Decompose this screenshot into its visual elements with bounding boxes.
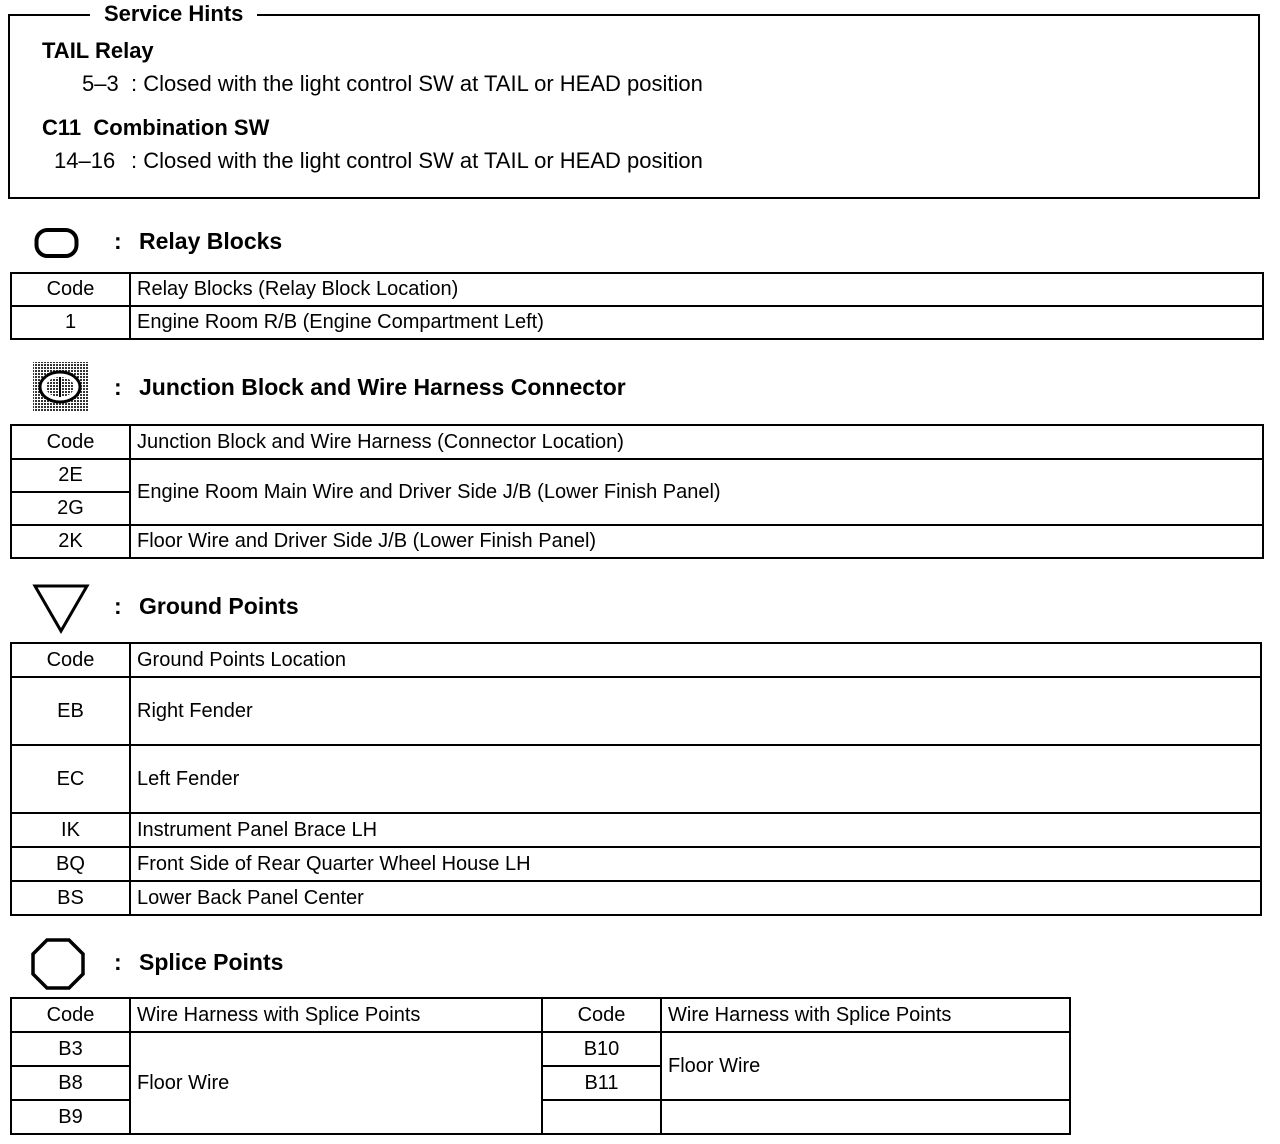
table-row <box>11 1032 1070 1066</box>
table-row <box>11 677 1261 745</box>
header-desc: Relay Blocks (Relay Block Location) <box>130 273 1263 306</box>
row-desc: Front Side of Rear Quarter Wheel House LH <box>130 847 1261 881</box>
table-row <box>11 847 1261 881</box>
junction-blocks-title: Junction Block and Wire Harness Connector <box>139 374 626 400</box>
relay-blocks-title: Relay Blocks <box>139 228 283 254</box>
hint-heading-combination-sw: C11 Combination SW <box>42 115 270 140</box>
row-code <box>542 1100 661 1134</box>
header-code: Code <box>11 273 130 306</box>
row-code: 2K <box>11 525 130 558</box>
ground-points-table <box>10 642 1262 916</box>
row-code: B10 <box>542 1032 661 1066</box>
row-code: 2G <box>11 492 130 525</box>
header-desc: Wire Harness with Splice Points <box>130 998 542 1032</box>
row-code: BS <box>11 881 130 915</box>
header-code: Code <box>542 998 661 1032</box>
header-code: Code <box>11 643 130 677</box>
triangle-down-icon <box>32 583 90 635</box>
header-desc: Junction Block and Wire Harness (Connector Location) <box>130 425 1263 459</box>
table-row <box>11 745 1261 813</box>
table-header-row <box>11 425 1263 459</box>
colon: : <box>114 593 122 619</box>
row-desc: Lower Back Panel Center <box>130 881 1261 915</box>
row-desc: Right Fender <box>130 677 1261 745</box>
row-code: 1 <box>11 306 130 339</box>
row-desc: Engine Room Main Wire and Driver Side J/B (Lower Finish Panel) <box>130 459 1263 525</box>
row-desc: Floor Wire and Driver Side J/B (Lower Finish Panel) <box>130 525 1263 558</box>
table-header-row <box>11 273 1263 306</box>
row-code: B11 <box>542 1066 661 1100</box>
header-desc: Wire Harness with Splice Points <box>661 998 1070 1032</box>
junction-block-icon <box>32 361 90 413</box>
row-code: B9 <box>11 1100 130 1134</box>
row-code: 2E <box>11 459 130 492</box>
hint-text: : Closed with the light control SW at TAIL or HEAD position <box>131 71 703 96</box>
table-header-row <box>11 643 1261 677</box>
row-desc: Floor Wire <box>130 1032 542 1134</box>
header-code: Code <box>11 425 130 459</box>
row-code: IK <box>11 813 130 847</box>
row-code: EC <box>11 745 130 813</box>
splice-points-table <box>10 997 1071 1135</box>
rounded-rect-icon <box>34 227 80 259</box>
row-desc: Instrument Panel Brace LH <box>130 813 1261 847</box>
table-row <box>11 525 1263 558</box>
colon: : <box>114 949 122 975</box>
splice-points-title: Splice Points <box>139 949 284 975</box>
header-code: Code <box>11 998 130 1032</box>
row-code: B8 <box>11 1066 130 1100</box>
row-desc: Floor Wire <box>661 1032 1070 1100</box>
junction-blocks-table <box>10 424 1264 559</box>
hint-code: 5–3 <box>82 71 119 96</box>
row-desc-empty <box>661 1100 1070 1134</box>
ground-points-title: Ground Points <box>139 593 299 619</box>
header-desc: Ground Points Location <box>130 643 1261 677</box>
relay-blocks-table <box>10 272 1264 340</box>
row-desc: Engine Room R/B (Engine Compartment Left) <box>130 306 1263 339</box>
hint-text: : Closed with the light control SW at TAIL or HEAD position <box>131 148 703 173</box>
table-header-row <box>11 998 1070 1032</box>
colon: : <box>114 374 122 400</box>
service-hints-title: Service Hints <box>90 1 257 27</box>
table-row <box>11 459 1263 492</box>
row-code: BQ <box>11 847 130 881</box>
row-code: B3 <box>11 1032 130 1066</box>
table-row <box>11 881 1261 915</box>
table-row <box>11 813 1261 847</box>
table-row <box>11 306 1263 339</box>
row-code: EB <box>11 677 130 745</box>
colon: : <box>114 228 122 254</box>
hint-heading-tail-relay: TAIL Relay <box>42 38 154 63</box>
hint-code: 14–16 <box>54 148 116 173</box>
octagon-icon <box>30 937 86 991</box>
row-desc: Left Fender <box>130 745 1261 813</box>
